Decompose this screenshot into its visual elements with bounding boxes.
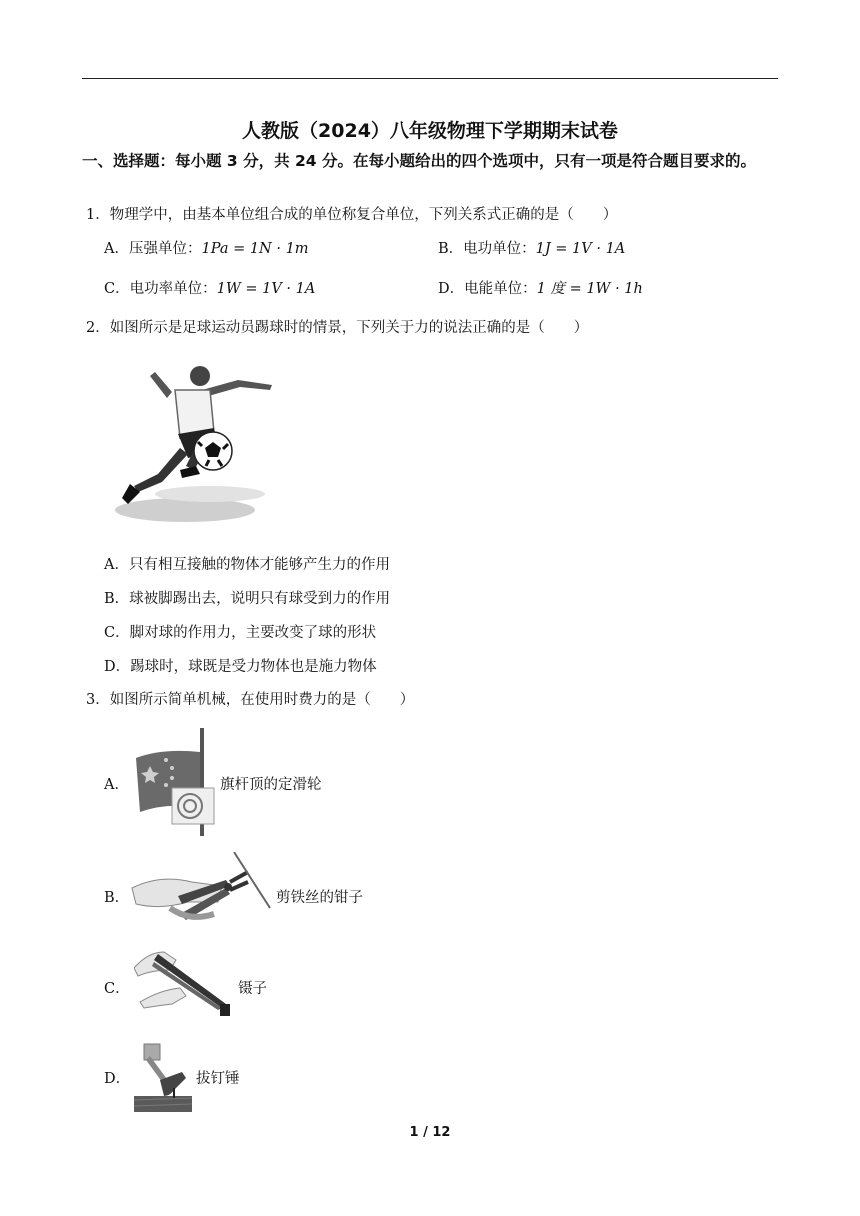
question-1-stem: 1．物理学中，由基本单位组合成的单位称复合单位，下列关系式正确的是（ ）: [86, 207, 618, 223]
question-3-option-a-caption: 旗杆顶的定滑轮: [220, 777, 322, 793]
question-3-option-d-letter: D．: [104, 1071, 131, 1087]
question-2-option-d: D．踢球时，球既是受力物体也是施力物体: [104, 659, 377, 675]
claw-hammer-icon: [134, 1038, 192, 1112]
question-3-option-a-letter: A．: [104, 777, 129, 793]
section-heading: 一、选择题：每小题 3 分，共 24 分。在每小题给出的四个选项中，只有一项是符合题目要求的。: [82, 152, 756, 170]
question-1-option-c: [104, 277, 315, 298]
question-2-option-a: A．只有相互接触的物体才能够产生力的作用: [104, 557, 390, 573]
flagpole-pulley-icon: [132, 728, 218, 836]
option-formula: 1W = 1V · 1A: [216, 281, 316, 297]
option-label: B．电功单位：: [438, 241, 536, 257]
question-1-option-d: [438, 277, 643, 298]
option-label: D．电能单位：: [438, 281, 537, 297]
option-label: C．电功率单位：: [104, 281, 217, 297]
question-3-option-c-letter: C．: [104, 981, 130, 997]
soccer-player-icon: [110, 362, 285, 534]
tweezers-icon: [134, 944, 234, 1020]
question-3-option-b-caption: 剪铁丝的钳子: [276, 890, 363, 906]
page-title: 人教版（2024）八年级物理下学期期末试卷: [242, 120, 618, 142]
question-1-option-a: [104, 237, 309, 258]
question-2-option-b: B．球被脚踢出去，说明只有球受到力的作用: [104, 591, 391, 607]
question-3-option-d-caption: 拔钉锤: [196, 1071, 240, 1087]
question-2-stem: 2．如图所示是足球运动员踢球时的情景，下列关于力的说法正确的是（ ）: [86, 320, 589, 336]
question-2-option-c: C．脚对球的作用力，主要改变了球的形状: [104, 625, 377, 641]
question-1-option-b: [438, 237, 625, 258]
header-rule: [82, 78, 778, 79]
option-formula: 1J = 1V · 1A: [535, 241, 626, 257]
option-label: A．压强单位：: [104, 241, 202, 257]
question-3-option-c-caption: 镊子: [238, 981, 267, 997]
option-formula: 1 度 = 1W · 1h: [536, 281, 643, 297]
option-formula: 1Pa = 1N · 1m: [201, 241, 309, 257]
question-3-option-b-letter: B．: [104, 890, 130, 906]
question-3-stem: 3．如图所示简单机械，在使用时费力的是（ ）: [86, 692, 415, 708]
page-number: 1 / 12: [409, 1125, 451, 1140]
pliers-icon: [130, 852, 276, 932]
